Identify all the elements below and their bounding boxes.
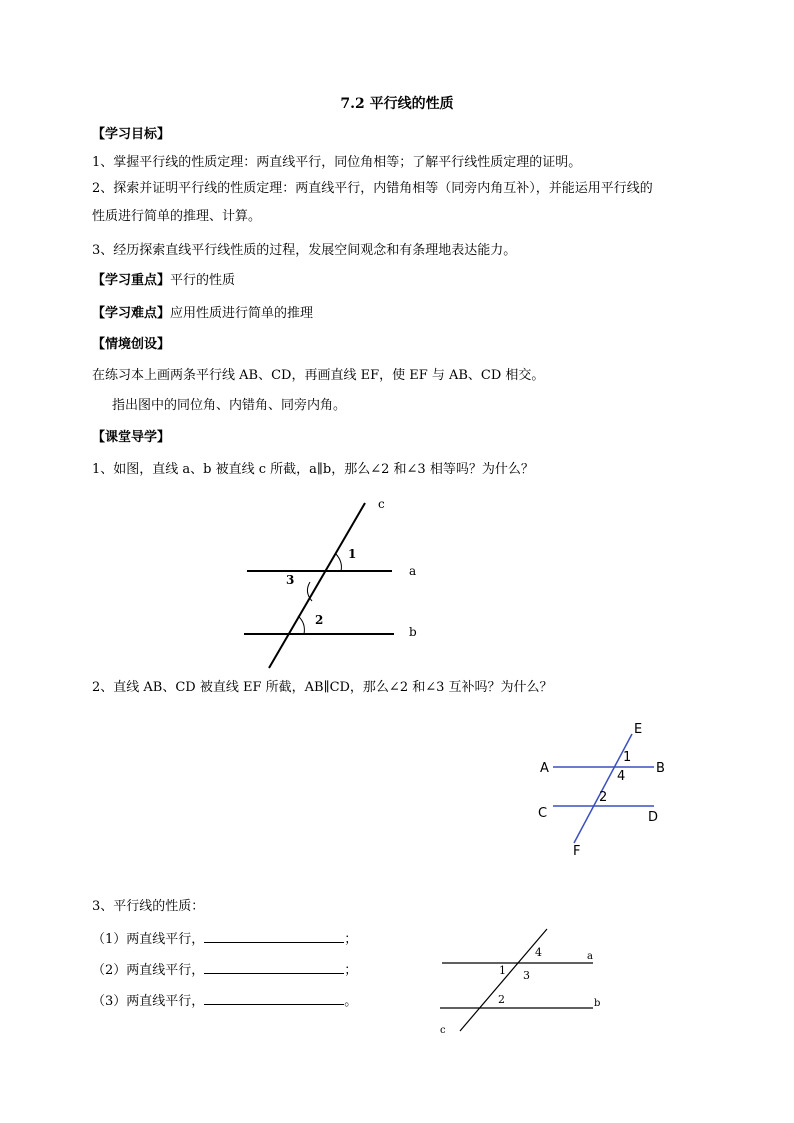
goal-item-1: 1、掌握平行线的性质定理：两直线平行，同位角相等；了解平行线性质定理的证明。 — [92, 155, 582, 170]
key-heading: 【学习重点】 — [92, 273, 171, 288]
fig3-label-3: 3 — [523, 969, 530, 982]
fig2-label-b: B — [656, 761, 665, 776]
fig3-label-4: 4 — [535, 946, 542, 959]
scene-line-2: 指出图中的同位角、内错角、同旁内角。 — [112, 398, 347, 413]
fig2-label-a: A — [540, 761, 549, 776]
fig1-label-a: a — [409, 564, 417, 578]
property-3-prefix: （3）两直线平行， — [92, 994, 205, 1009]
fig3-label-1: 1 — [499, 964, 506, 977]
fig2-label-f: F — [573, 844, 581, 859]
key-text: 平行的性质 — [170, 273, 236, 288]
fig1-label-3: 3 — [286, 573, 295, 587]
fig2-label-4: 4 — [617, 769, 626, 784]
fig2-label-1: 1 — [623, 750, 632, 765]
fig2-label-e: E — [634, 722, 643, 737]
difficulty-text: 应用性质进行简单的推理 — [170, 306, 314, 321]
goal-item-2-cont: 性质进行简单的推理、计算。 — [92, 209, 262, 224]
difficulty-heading: 【学习难点】 — [92, 306, 171, 321]
question-1: 1、如图，直线 a、b 被直线 c 所截，a∥b，那么∠2 和∠3 相等吗？为什么？ — [92, 462, 534, 477]
fig3-label-2: 2 — [498, 993, 505, 1006]
fig3-line-c — [460, 929, 547, 1031]
fig2-label-d: D — [648, 810, 659, 825]
goal-item-2: 2、探索并证明平行线的性质定理：两直线平行，内错角相等（同旁内角互补），并能运用平行线的 — [92, 181, 653, 196]
property-1-suffix: ； — [344, 932, 358, 947]
property-3-suffix: 。 — [344, 994, 358, 1009]
guide-heading: 【课堂导学】 — [92, 430, 171, 445]
page-title: 7.2 平行线的性质 — [340, 96, 454, 112]
property-2-suffix: ； — [344, 963, 358, 978]
fig1-label-c: c — [378, 497, 385, 511]
scene-line-1: 在练习本上画两条平行线 AB、CD，再画直线 EF，使 EF 与 AB、CD 相交。 — [92, 368, 545, 383]
fig2-label-2: 2 — [599, 790, 608, 805]
goal-item-3: 3、经历探索直线平行线性质的过程，发展空间观念和有条理地表达能力。 — [92, 243, 517, 258]
fig3-label-c: c — [440, 1025, 446, 1036]
fig1-label-2: 2 — [315, 613, 324, 627]
scene-heading: 【情境创设】 — [92, 337, 171, 352]
fig3-label-b: b — [594, 998, 601, 1009]
property-2-prefix: （2）两直线平行， — [92, 963, 205, 978]
fig1-label-1: 1 — [348, 547, 357, 561]
property-1-prefix: （1）两直线平行， — [92, 932, 205, 947]
goals-heading: 【学习目标】 — [92, 127, 171, 142]
fig2-label-c: C — [538, 806, 548, 821]
fig3-label-a: a — [587, 951, 593, 962]
fig1-label-b: b — [409, 625, 417, 639]
question-2: 2、直线 AB、CD 被直线 EF 所截，AB∥CD，那么∠2 和∠3 互补吗？为什么？ — [92, 680, 553, 695]
question-3: 3、平行线的性质： — [92, 899, 205, 914]
